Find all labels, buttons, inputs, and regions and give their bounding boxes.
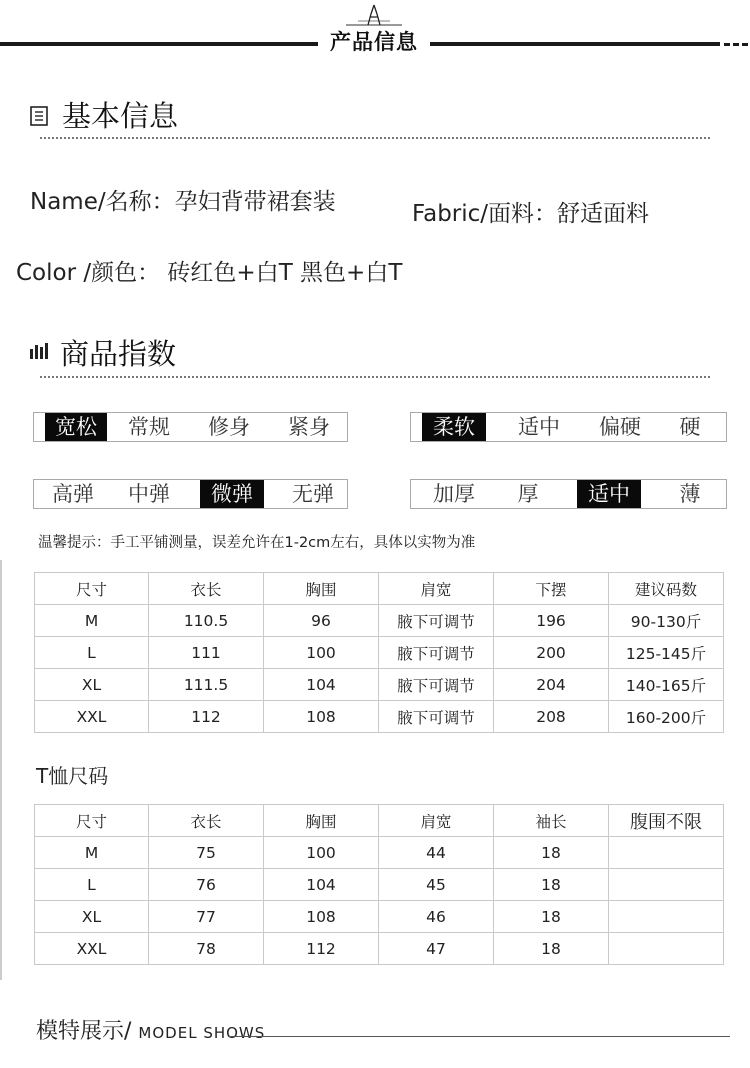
table-cell: 110.5 xyxy=(149,605,264,637)
table-cell: 104 xyxy=(264,669,379,701)
table-cell: 76 xyxy=(149,869,264,901)
tshirt-size-table xyxy=(34,804,724,965)
model-shows-title: 模特展示/ xyxy=(36,1019,132,1044)
table-row xyxy=(35,701,724,733)
table-header-cell: 肩宽 xyxy=(379,805,494,837)
table-row xyxy=(35,637,724,669)
thickness-option: 厚 xyxy=(517,482,539,506)
basic-info-title: 基本信息 xyxy=(62,99,179,133)
table-cell: 腋下可调节 xyxy=(379,701,494,733)
fit-option: 宽松 xyxy=(45,413,107,441)
softness-option: 柔软 xyxy=(422,413,486,441)
product-fabric: Fabric/面料：舒适面料 xyxy=(412,201,650,227)
model-shows-underline xyxy=(228,1036,730,1037)
softness-option: 偏硬 xyxy=(599,415,641,439)
table-cell: 100 xyxy=(264,637,379,669)
table-cell: 77 xyxy=(149,901,264,933)
elasticity-option: 无弹 xyxy=(292,482,334,506)
table-cell: 208 xyxy=(494,701,609,733)
table-cell: 111.5 xyxy=(149,669,264,701)
table-cell: XXL xyxy=(35,701,149,733)
table-row xyxy=(35,669,724,701)
elasticity-option: 微弹 xyxy=(200,480,264,508)
table-header-cell: 袖长 xyxy=(494,805,609,837)
softness-option: 硬 xyxy=(679,415,701,439)
table-cell: 160-200斤 xyxy=(609,701,724,733)
table-cell: 18 xyxy=(494,869,609,901)
table-header-row xyxy=(35,805,724,837)
table-cell: XL xyxy=(35,901,149,933)
table-row xyxy=(35,933,724,965)
table-cell: 78 xyxy=(149,933,264,965)
table-cell: 腋下可调节 xyxy=(379,669,494,701)
table-cell: 腋下可调节 xyxy=(379,605,494,637)
table-cell: 125-145斤 xyxy=(609,637,724,669)
table-cell: XXL xyxy=(35,933,149,965)
table-cell: L xyxy=(35,869,149,901)
table-header-cell: 建议码数 xyxy=(609,573,724,605)
banner-title: 产品信息 xyxy=(330,30,418,54)
banner-rule-left xyxy=(0,42,318,46)
table-cell: 104 xyxy=(264,869,379,901)
thickness-option: 薄 xyxy=(679,482,701,506)
thickness-option: 加厚 xyxy=(433,482,475,506)
dress-size-table xyxy=(34,572,724,733)
table-header-cell: 肩宽 xyxy=(379,573,494,605)
table-cell: 112 xyxy=(264,933,379,965)
table-row xyxy=(35,869,724,901)
table-cell: 111 xyxy=(149,637,264,669)
table-row xyxy=(35,837,724,869)
fit-option: 修身 xyxy=(208,415,250,439)
banner-rule-right xyxy=(430,42,720,46)
table-cell: 100 xyxy=(264,837,379,869)
thickness-indicator xyxy=(410,479,727,509)
elasticity-option: 高弹 xyxy=(52,482,94,506)
product-name: Name/名称：孕妇背带裙套装 xyxy=(30,189,336,215)
table-header-cell: 尺寸 xyxy=(35,573,149,605)
elasticity-option: 中弹 xyxy=(128,482,170,506)
table-cell: 75 xyxy=(149,837,264,869)
model-shows-subtitle: MODEL SHOWS xyxy=(138,1024,266,1042)
table-cell: 108 xyxy=(264,901,379,933)
table-cell: 腋下可调节 xyxy=(379,637,494,669)
banner-dashes xyxy=(724,43,750,46)
table-cell: 46 xyxy=(379,901,494,933)
table-header-cell: 胸围 xyxy=(264,805,379,837)
table-cell: 47 xyxy=(379,933,494,965)
table-cell: M xyxy=(35,837,149,869)
table-cell: 90-130斤 xyxy=(609,605,724,637)
table-row xyxy=(35,901,724,933)
table-cell xyxy=(609,837,724,869)
table-cell: 200 xyxy=(494,637,609,669)
measurement-notice: 温馨提示：手工平铺测量，误差允许在1-2cm左右，具体以实物为准 xyxy=(38,535,476,551)
table-header-row xyxy=(35,573,724,605)
table-header-cell: 胸围 xyxy=(264,573,379,605)
table-cell xyxy=(609,869,724,901)
fit-indicator xyxy=(33,412,348,442)
table-cell: 18 xyxy=(494,901,609,933)
table-cell: XL xyxy=(35,669,149,701)
left-edge-mark xyxy=(0,560,2,980)
table-cell: 108 xyxy=(264,701,379,733)
table-header-cell: 衣长 xyxy=(149,805,264,837)
section-divider xyxy=(40,137,710,139)
table-header-cell: 下摆 xyxy=(494,573,609,605)
table-cell: 112 xyxy=(149,701,264,733)
table-cell: 204 xyxy=(494,669,609,701)
eiffel-tower-icon xyxy=(344,4,404,26)
section-divider xyxy=(40,376,710,378)
product-color: Color /颜色： 砖红色+白T 黑色+白T xyxy=(16,260,403,286)
table-header-cell: 尺寸 xyxy=(35,805,149,837)
table-cell: L xyxy=(35,637,149,669)
table-cell: 96 xyxy=(264,605,379,637)
table-header-cell: 衣长 xyxy=(149,573,264,605)
table-cell: 18 xyxy=(494,837,609,869)
table-cell: 44 xyxy=(379,837,494,869)
fit-option: 常规 xyxy=(128,415,170,439)
model-shows-heading xyxy=(36,1014,265,1045)
table-cell: M xyxy=(35,605,149,637)
document-icon xyxy=(30,106,48,126)
thickness-option: 适中 xyxy=(577,480,641,508)
product-index-title: 商品指数 xyxy=(60,337,177,371)
elasticity-indicator xyxy=(33,479,348,509)
table-cell: 196 xyxy=(494,605,609,637)
table-cell: 18 xyxy=(494,933,609,965)
table-cell xyxy=(609,933,724,965)
softness-option: 适中 xyxy=(518,415,560,439)
fit-option: 紧身 xyxy=(288,415,330,439)
table-row xyxy=(35,605,724,637)
table-cell: 45 xyxy=(379,869,494,901)
table-header-cell: 腹围不限 xyxy=(609,805,724,837)
bar-chart-icon xyxy=(30,343,48,359)
table-cell xyxy=(609,901,724,933)
tshirt-size-title: T恤尺码 xyxy=(36,764,109,788)
softness-indicator xyxy=(410,412,727,442)
table-cell: 140-165斤 xyxy=(609,669,724,701)
